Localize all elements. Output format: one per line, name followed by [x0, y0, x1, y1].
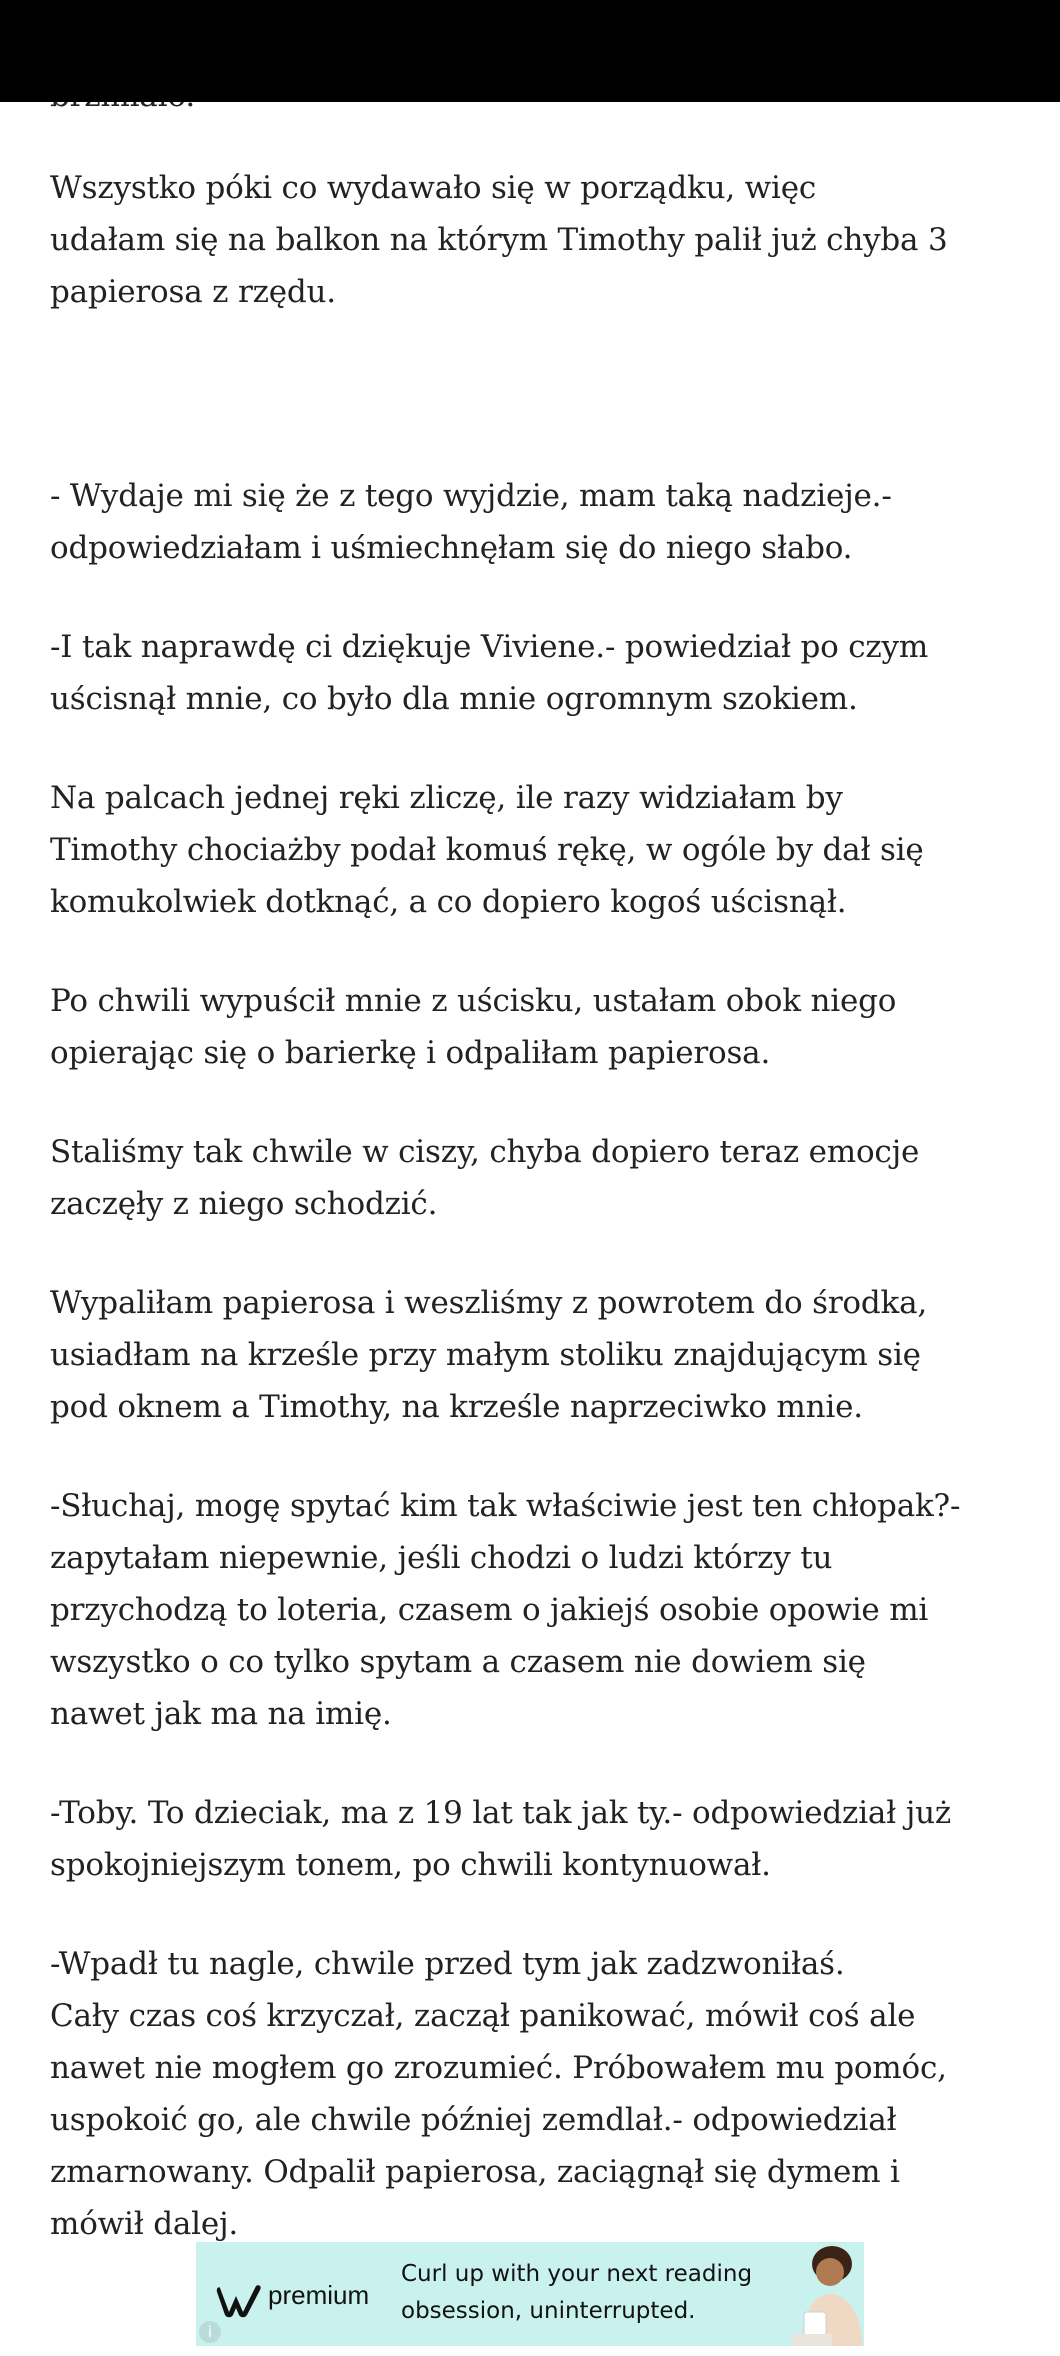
story-paragraph: Wypaliłam papierosa i weszliśmy z powrotem do środka, usiadłam na krześle przy małym stoliku znajdującym się pod oknem a Timothy, na krześle naprzeciwko mnie. — [50, 1285, 928, 1425]
story-paragraph: Na palcach jednej ręki zliczę, ile razy widziałam by Timothy chociażby podał komuś rękę, w ogóle by dał się komukolwiek dotknąć, a co dopiero kogoś uścisnął. — [50, 780, 924, 920]
story-paragraph: Staliśmy tak chwile w ciszy, chyba dopiero teraz emocje zaczęły z niego schodzić. — [50, 1134, 920, 1222]
story-paragraph: -Toby. To dzieciak, ma z 19 lat tak jak ty.- odpowiedział już spokojniejszym tonem, po chwili kontynuował. — [50, 1795, 951, 1883]
reader-person-icon — [784, 2242, 864, 2346]
story-paragraph: -I tak naprawdę ci dziękuje Viviene.- powiedział po czym uścisnął mnie, co było dla mnie ogromnym szokiem. — [50, 629, 929, 717]
story-reader[interactable] — [50, 70, 1010, 2297]
ad-info-icon[interactable]: i — [199, 2321, 221, 2343]
ad-brand-label: premium — [268, 2280, 370, 2310]
story-paragraph: - Wydaje mi się że z tego wyjdzie, mam taką nadzieje.- odpowiedziałam i uśmiechnęłam się do niego słabo. — [50, 478, 892, 566]
story-paragraph: -Słuchaj, mogę spytać kim tak właściwie jest ten chłopak?- zapytałam niepewnie, jeśli chodzi o ludzi którzy tu przychodzą to loteria, czasem o jakiejś osobie opowie mi wszystko o co tylko spytam a czasem nie dowiem się nawet jak ma na imię. — [50, 1488, 961, 1732]
ad-text: Curl up with your next reading obsession, uninterrupted. — [401, 2261, 753, 2324]
scene-break — [50, 365, 1010, 470]
story-paragraph: -Wpadł tu nagle, chwile przed tym jak zadzwoniłaś. Cały czas coś krzyczał, zaczął panikować, mówił coś ale nawet nie mogłem go zrozumieć. Próbowałem mu pomóc, uspokoić go, ale chwile później zemdlał.- odpowiedział zmarnowany. Odpalił papierosa, zaciągnął się dymem i mówił dalej. — [50, 1946, 947, 2242]
wattpad-w-icon — [216, 2282, 264, 2318]
premium-ad-banner[interactable] — [196, 2242, 864, 2346]
story-paragraph: Po chwili wypuścił mnie z uścisku, ustałam obok niego opierając się o barierkę i odpaliłam papierosa. — [50, 983, 897, 1071]
story-paragraph: Wszystko póki co wydawało się w porządku, więc udałam się na balkon na którym Timothy palił już chyba 3 papierosa z rzędu. — [50, 170, 948, 310]
status-bar — [0, 0, 1060, 102]
